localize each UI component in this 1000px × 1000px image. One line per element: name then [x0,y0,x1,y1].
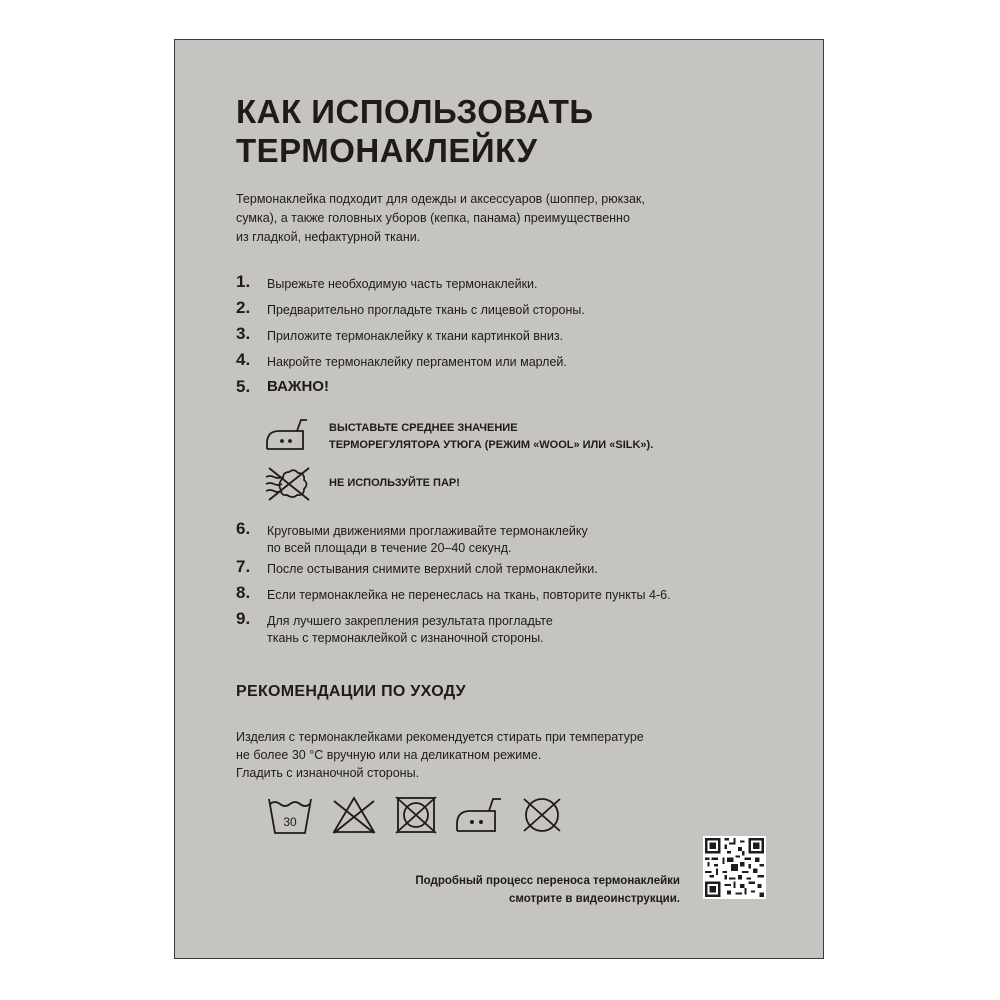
step-text: Накройте термонаклейку пергаментом или марлей. [267,355,567,369]
qr-caption [375,872,680,908]
step-text [267,613,553,647]
no-tumble-dry-icon [393,795,439,835]
intro-line-2: сумка), а также головных уборов (кепка, панама) преимущественно [236,211,630,225]
care-line-1: Изделия с термонаклейками рекомендуется стирать при температуре [236,730,644,744]
step-number: 6. [236,519,251,538]
step-number: 2. [236,298,251,317]
care-line-3: Гладить с изнаночной стороны. [236,766,420,780]
step-text: После остывания снимите верхний слой термонаклейки. [267,562,598,576]
step-number: 1. [236,272,251,291]
step-number: 4. [236,350,251,369]
intro-line-1: Термонаклейка подходит для одежды и аксессуаров (шоппер, рюкзак, [236,192,645,206]
qr-caption-line-1: Подробный процесс переноса термонаклейки [415,875,680,887]
step-text: Приложите термонаклейку к ткани картинкой вниз. [267,329,564,343]
step-9-line-2: ткань с термонаклейкой с изнаночной стороны. [267,631,544,645]
step-number: 8. [236,583,251,602]
care-paragraph [236,728,706,782]
care-title: РЕКОМЕНДАЦИИ ПО УХОДУ [236,683,466,700]
page-title [236,92,594,170]
intro-line-3: из гладкой, нефактурной ткани. [236,230,421,244]
iron-setting-text [329,420,653,454]
step-9-line-1: Для лучшего закрепления результата прогладьте [267,614,553,628]
care-line-2: не более 30 °С вручную или на деликатном режиме. [236,748,542,762]
iron-setting-line-1: ВЫСТАВЬТЕ СРЕДНЕЕ ЗНАЧЕНИЕ [329,422,518,434]
no-dry-clean-icon [519,795,565,835]
qr-code-icon[interactable] [703,836,766,899]
important-label: ВАЖНО! [267,378,329,395]
no-bleach-icon [331,795,377,835]
step-text: Если термонаклейка не перенеслась на ткань, повторите пункты 4-6. [267,588,671,602]
care-symbols [267,795,567,845]
no-steam-icon [265,466,311,502]
intro-paragraph [236,190,756,247]
step-6-line-1: Круговыми движениями проглаживайте термонаклейку [267,524,588,538]
step-number: 7. [236,557,251,576]
instruction-card [174,39,824,959]
iron-setting-line-2: ТЕРМОРЕГУЛЯТОРА УТЮГА (РЕЖИМ «WOOL» ИЛИ «SILK»). [329,439,654,451]
title-line-1: КАК ИСПОЛЬЗОВАТЬ [236,93,594,130]
wash-30-icon [267,795,313,835]
step-number: 5. [236,377,251,396]
step-text [267,523,588,557]
title-line-2: ТЕРМОНАКЛЕЙКУ [236,132,538,169]
wash-temp-label: 30 [283,815,297,829]
step-text: Вырежьте необходимую часть термонаклейки. [267,277,538,291]
iron-two-dots-icon [455,795,503,835]
no-steam-text: НЕ ИСПОЛЬЗУЙТЕ ПАР! [329,477,460,489]
step-text: Предварительно прогладьте ткань с лицевой стороны. [267,303,585,317]
step-number: 3. [236,324,251,343]
step-number: 9. [236,609,251,628]
step-6-line-2: по всей площади в течение 20–40 секунд. [267,541,512,555]
qr-caption-line-2: смотрите в видеоинструкции. [508,893,680,905]
iron-two-dots-icon [265,418,309,452]
